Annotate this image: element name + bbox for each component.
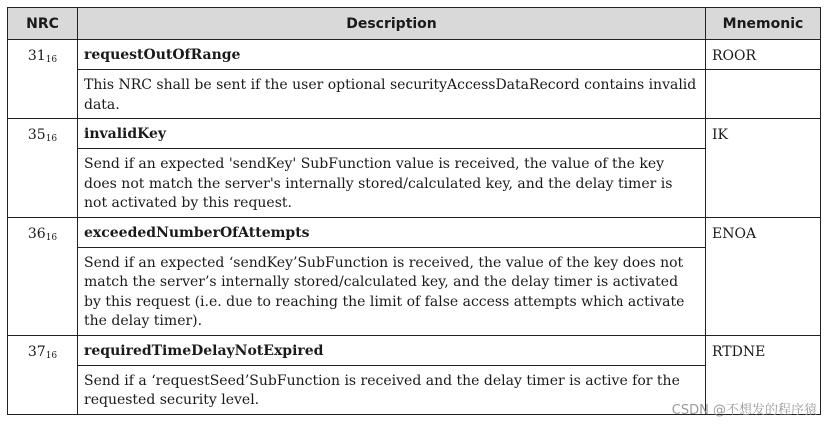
nrc-code [8,119,78,218]
nrc-description: Send if an expected ‘sendKey’SubFunction is received, the value of the key does not match the server’s internally stored/calculated key, and the delay timer is activated by this request (i.e. due to reaching the limit of false access attempts which activate the delay timer). [78,247,706,335]
nrc-base: 16 [45,350,58,361]
table-row-description [8,149,821,218]
nrc-mnemonic: RTDNE [706,335,821,414]
nrc-name: requestOutOfRange [78,40,706,70]
empty-mnemonic-cell [706,70,821,119]
nrc-name: exceededNumberOfAttempts [78,217,706,247]
table-row [8,119,821,149]
header-row [8,8,821,40]
nrc-base: 16 [45,134,58,144]
nrc-mnemonic: IK [706,119,821,218]
table-row [8,40,821,70]
nrc-value: 37 [27,343,46,360]
nrc-code [8,335,78,414]
nrc-description: Send if an expected 'sendKey' SubFunction value is received, the value of the key does not match the server's internally stored/calculated key, and the delay timer is not activated by this request. [78,149,706,218]
nrc-value: 35 [27,127,46,143]
nrc-description: This NRC shall be sent if the user optional securityAccessDataRecord contains invalid data. [78,70,706,119]
nrc-code [8,217,78,335]
table-row-description [8,70,821,119]
nrc-table [7,7,821,415]
nrc-code [8,40,78,119]
nrc-value: 36 [27,225,46,242]
nrc-value: 31 [27,48,46,64]
mnemonic-column-header: Mnemonic [706,8,821,40]
nrc-mnemonic: ROOR [706,40,821,70]
nrc-description: Send if a ‘requestSeed’SubFunction is received and the delay timer is active for the requested security level. [78,365,706,414]
nrc-base: 16 [45,232,58,243]
nrc-base: 16 [45,55,58,65]
nrc-name: requiredTimeDelayNotExpired [78,335,706,365]
table-row [8,217,821,247]
nrc-name: invalidKey [78,119,706,149]
description-column-header: Description [78,8,706,40]
table-row [8,335,821,365]
nrc-mnemonic: ENOA [706,217,821,335]
table-row-description [8,247,821,335]
watermark: CSDN @不想发的程序猿 [671,403,817,418]
nrc-column-header: NRC [8,8,78,40]
